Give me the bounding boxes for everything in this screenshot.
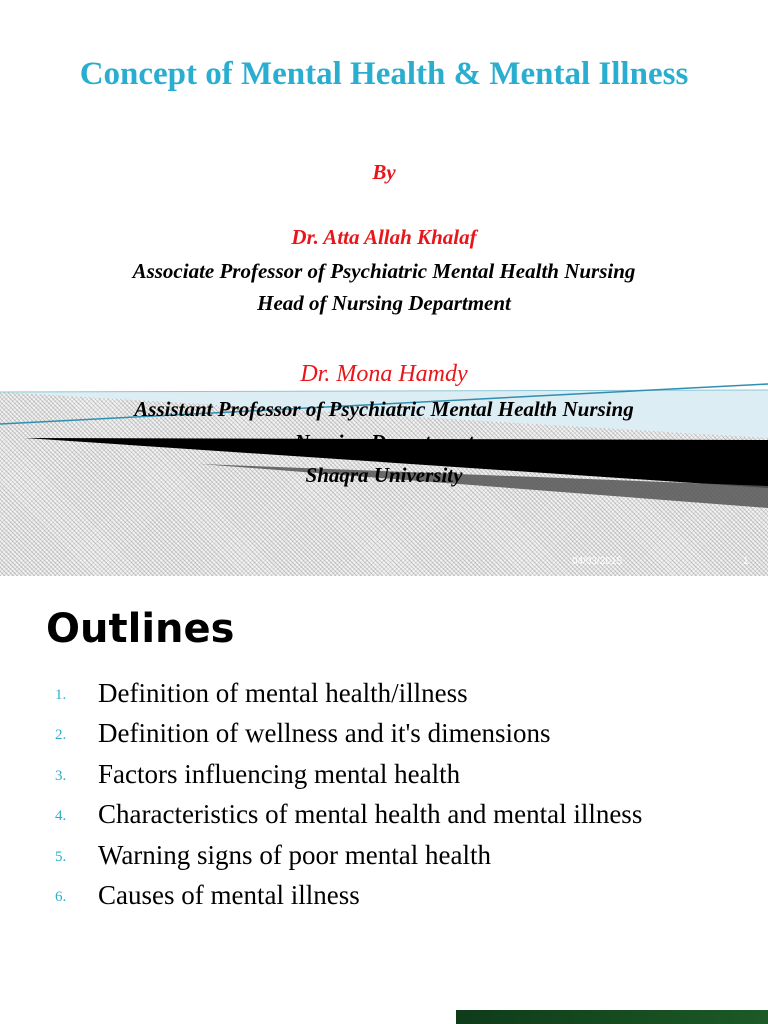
item-number: 3. <box>55 767 67 784</box>
item-text: Warning signs of poor mental health <box>98 839 491 870</box>
author2-department: Nursing Department <box>294 430 474 454</box>
list-item <box>0 676 768 716</box>
author1-name: Dr. Atta Allah Khalaf <box>291 225 477 249</box>
item-text: Characteristics of mental health and mental illness <box>98 799 643 830</box>
item-text: Definition of wellness and it's dimensions <box>98 718 551 749</box>
list-item <box>0 838 768 878</box>
item-text: Factors influencing mental health <box>98 758 461 789</box>
outlines-slide <box>0 576 768 1024</box>
item-number: 6. <box>55 888 67 905</box>
author1-position: Associate Professor of Psychiatric Mental Health Nursing <box>132 259 636 283</box>
outline-list <box>0 676 768 918</box>
item-text: Causes of mental illness <box>98 879 360 910</box>
author2-position: Assistant Professor of Psychiatric Mental Health Nursing <box>134 397 634 421</box>
author2-name: Dr. Mona Hamdy <box>300 361 468 387</box>
outlines-title: Outlines <box>46 606 235 652</box>
page-number: 1 <box>743 556 749 567</box>
item-number: 5. <box>55 848 67 865</box>
footer-date: 04/03/2015 <box>572 556 623 567</box>
item-number: 4. <box>55 808 67 825</box>
list-item <box>0 878 768 918</box>
by-label: By <box>372 160 396 184</box>
list-item <box>0 757 768 797</box>
item-number: 1. <box>55 687 67 703</box>
presentation-title: Concept of Mental Health & Mental Illness <box>79 56 689 92</box>
green-footer-bar <box>456 1010 768 1024</box>
list-item <box>0 797 768 837</box>
author1-role: Head of Nursing Department <box>257 291 511 315</box>
author2-university: Shaqra University <box>305 463 463 487</box>
item-number: 2. <box>55 727 67 744</box>
list-item <box>0 716 768 756</box>
item-text: Definition of mental health/illness <box>98 678 468 708</box>
